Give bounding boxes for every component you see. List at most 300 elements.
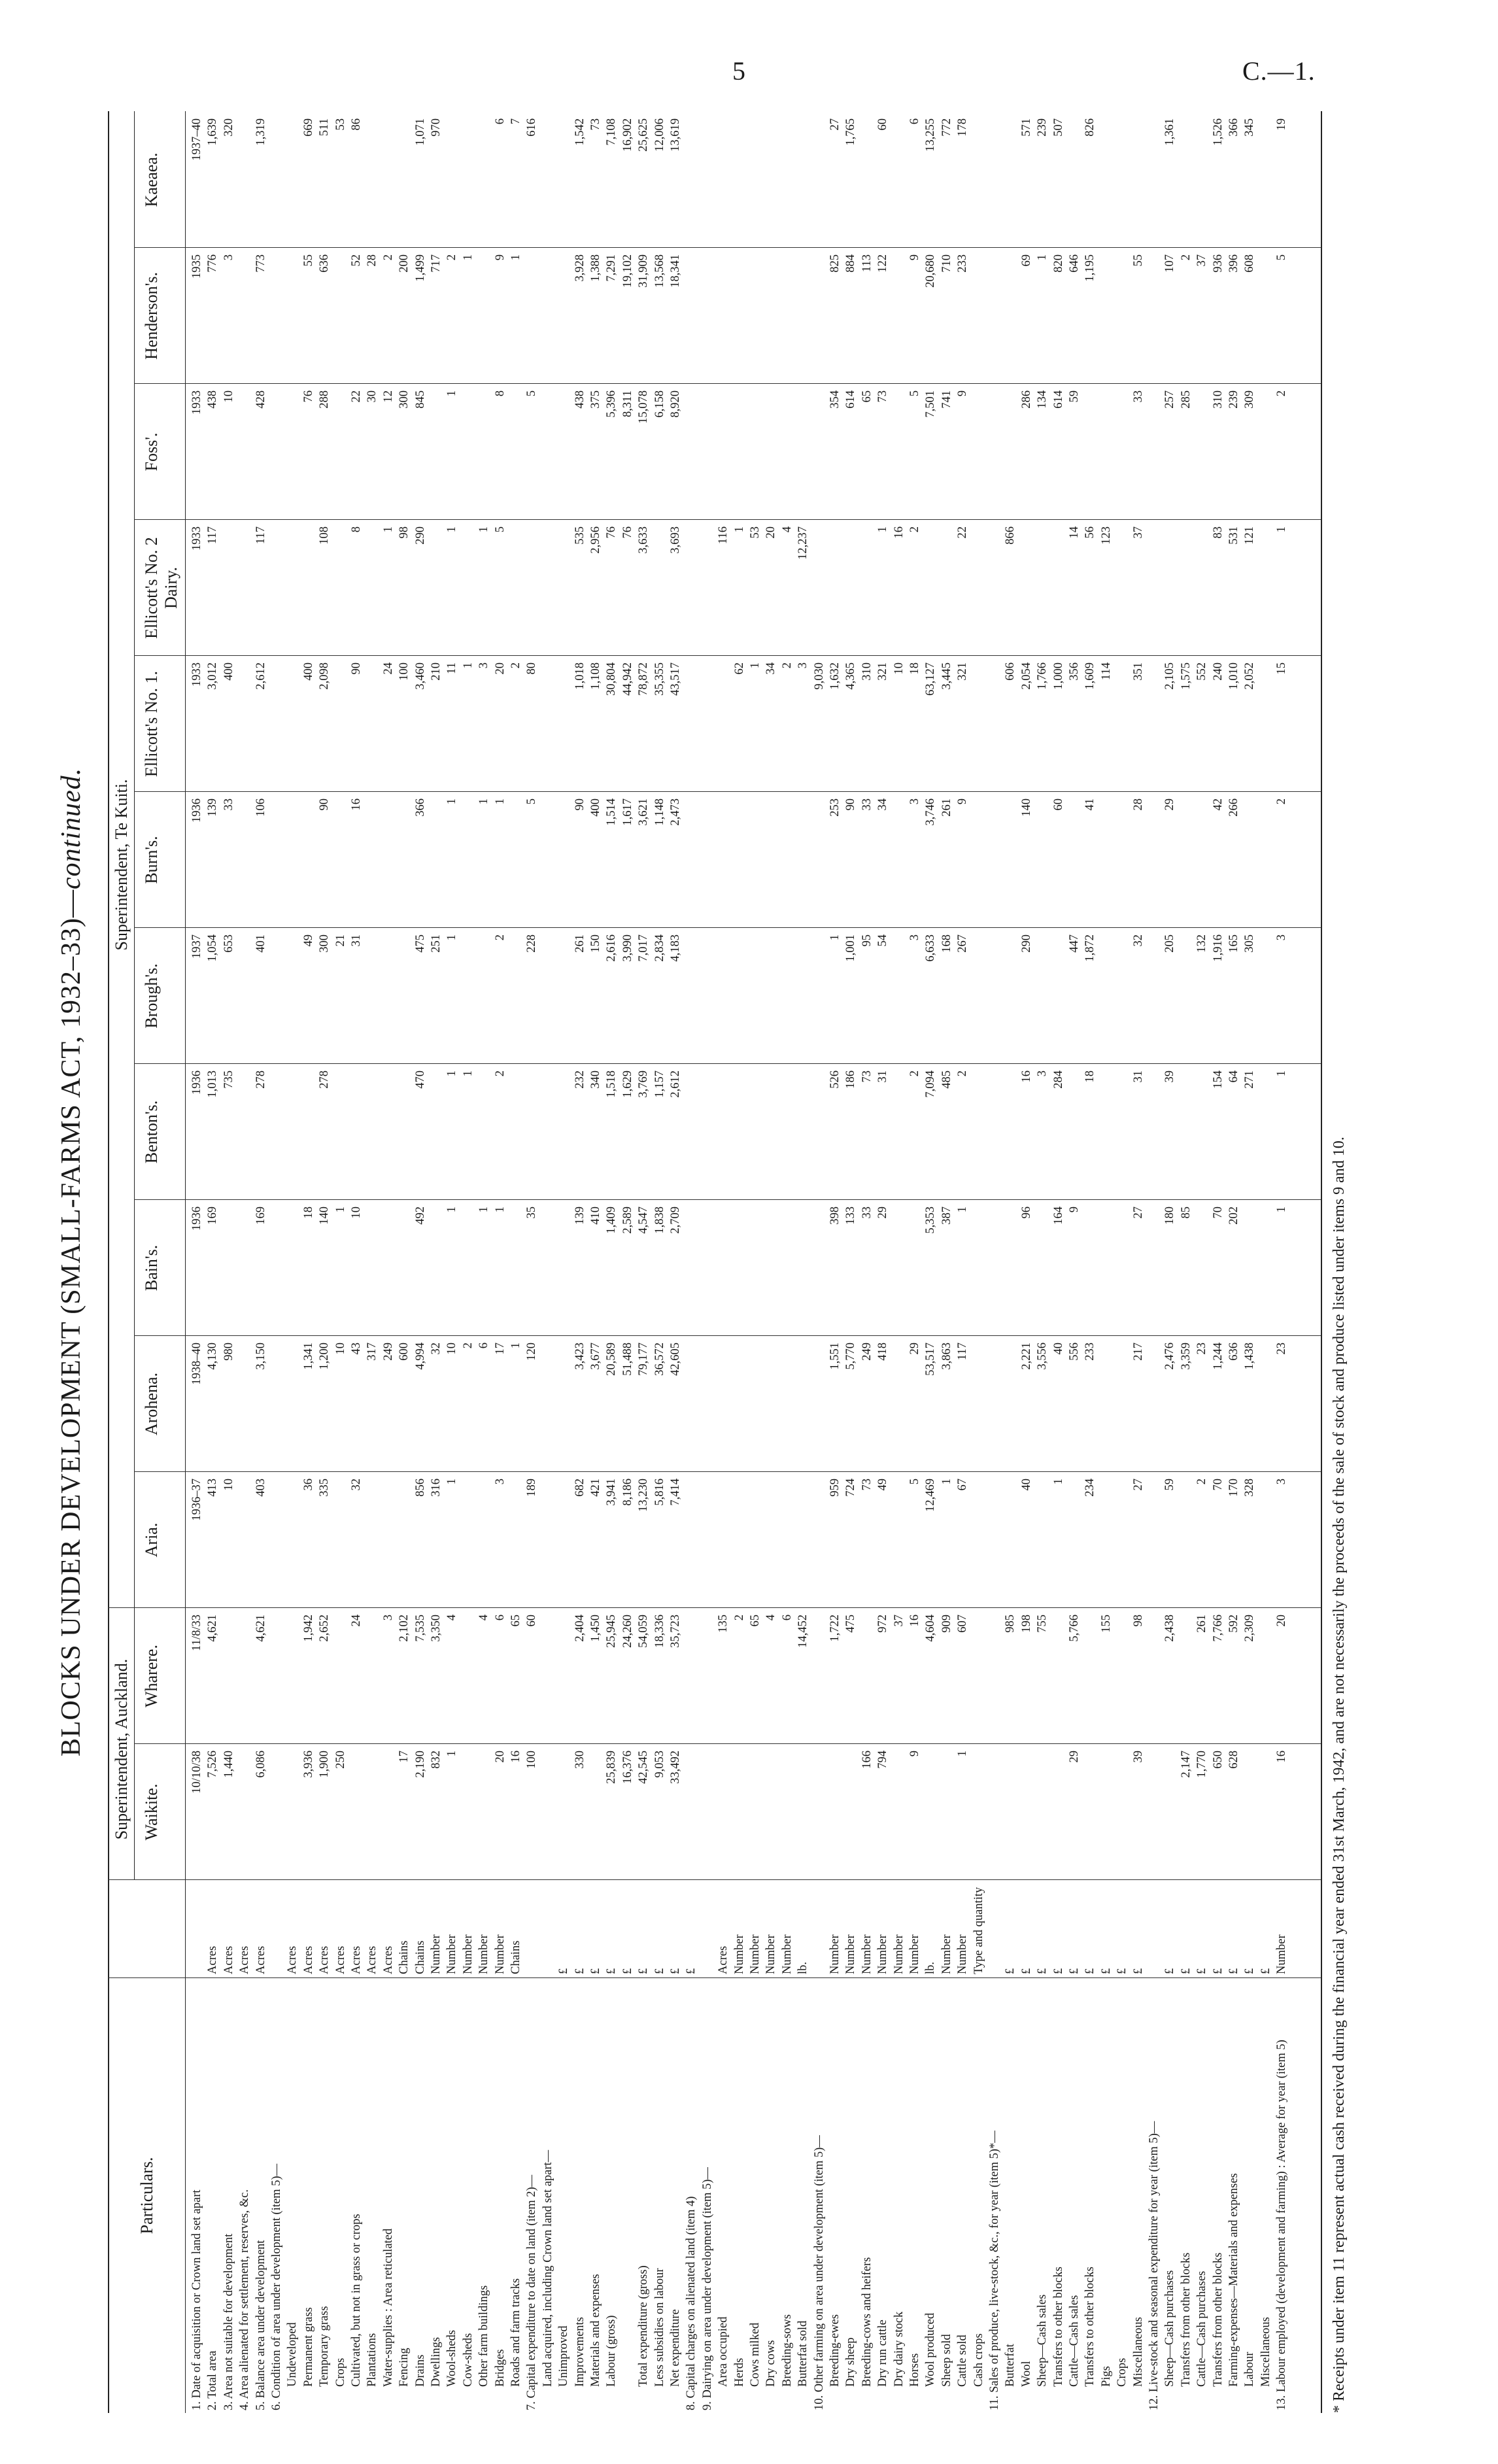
table-cell: 290 (1019, 934, 1033, 953)
table-cell: 189 (525, 1479, 539, 1497)
table-cell: 5,766 (1068, 1615, 1081, 1642)
table-cell: 3,012 (206, 662, 220, 690)
table-cell: 794 (876, 1751, 890, 1769)
row-unit: Acres (222, 1945, 235, 1974)
table-row (1163, 111, 1177, 2413)
table-cell: 909 (940, 1615, 953, 1633)
table-cell: 328 (1243, 1479, 1257, 1497)
table-cell: 606 (1004, 662, 1017, 681)
table-row (445, 111, 459, 2413)
table-cell: 1936 (190, 1206, 203, 1231)
table-cell: 217 (1131, 1343, 1145, 1361)
table-cell: 396 (1227, 254, 1240, 273)
table-cell: 34 (764, 662, 778, 675)
table-cell: 1 (509, 1343, 522, 1349)
row-label: Cattle sold (956, 2335, 970, 2387)
table-cell: 114 (1099, 662, 1113, 681)
table-cell: 7,108 (605, 118, 619, 146)
table-row (1243, 111, 1257, 2413)
table-row (637, 111, 651, 2413)
table-cell: 438 (573, 390, 587, 409)
table-cell: 980 (222, 1343, 235, 1361)
table-cell: 16,376 (621, 1751, 634, 1784)
table-cell: 15 (1275, 662, 1289, 675)
table-cell: 155 (1099, 1615, 1113, 1633)
row-label: 1. Date of acquisition or Crown land set apart (190, 2189, 203, 2410)
table-cell: 18,341 (669, 254, 682, 288)
table-cell: 356 (1068, 662, 1081, 681)
row-unit: Number (940, 1934, 953, 1974)
table-row (286, 111, 299, 2413)
table-cell: 60 (525, 1615, 539, 1627)
table-cell: 7,501 (924, 390, 938, 418)
table-row (1259, 111, 1273, 2413)
table-row (860, 111, 874, 2413)
table-row (893, 111, 906, 2413)
table-cell: 233 (1083, 1343, 1097, 1361)
table-cell: 600 (398, 1343, 411, 1361)
table-cell: 6,158 (653, 390, 666, 418)
table-cell: 428 (254, 390, 267, 409)
table-cell: 232 (573, 1070, 587, 1089)
table-cell: 53,517 (924, 1343, 938, 1376)
table-cell: 166 (860, 1751, 874, 1769)
table-cell: 2,473 (669, 798, 682, 826)
table-row (414, 111, 428, 2413)
table-cell: 773 (254, 254, 267, 273)
table-row (334, 111, 348, 2413)
table-cell: 2,221 (1019, 1343, 1033, 1370)
table-cell: 1936 (190, 1070, 203, 1095)
table-cell: 1,108 (589, 662, 602, 690)
table-cell: 24 (381, 662, 395, 675)
row-unit: Number (908, 1934, 921, 1974)
row-unit: Acres (301, 1945, 315, 1974)
table-cell: 3,693 (669, 526, 682, 554)
row-unit: Number (732, 1934, 746, 1974)
table-cell: 15,078 (637, 390, 651, 424)
column-header: Henderson's. (142, 272, 161, 360)
table-cell: 234 (1083, 1479, 1097, 1497)
table-cell: 35 (525, 1206, 539, 1219)
table-cell: 11/8/33 (190, 1615, 203, 1651)
row-label: Cattle—Cash purchases (1195, 2270, 1209, 2387)
table-cell: 1 (445, 526, 459, 533)
row-label: Cows milked (749, 2322, 762, 2387)
table-cell: 140 (1019, 798, 1033, 817)
table-cell: 16 (908, 1615, 921, 1627)
table-cell: 44,942 (621, 662, 634, 696)
table-cell: 150 (589, 934, 602, 953)
table-cell: 78,872 (637, 662, 651, 696)
header-group-tekuiti: Superintendent, Te Kuiti. (112, 779, 131, 951)
column-divider (134, 655, 1321, 656)
table-cell: 7 (509, 118, 522, 125)
table-cell: 2,438 (1163, 1615, 1177, 1642)
table-cell: 135 (717, 1615, 730, 1633)
table-cell: 4,365 (844, 662, 858, 690)
table-cell: 257 (1163, 390, 1177, 409)
table-cell: 2,652 (318, 1615, 332, 1642)
table-cell: 556 (1068, 1343, 1081, 1361)
table-cell: 31 (1131, 1070, 1145, 1083)
table-cell: 1937 (190, 934, 203, 959)
row-unit: Number (764, 1934, 778, 1974)
table-cell: 755 (1036, 1615, 1049, 1633)
table-cell: 3 (1036, 1070, 1049, 1077)
row-label: Sheep sold (940, 2334, 953, 2387)
table-cell: 27 (1131, 1206, 1145, 1219)
table-cell: 4,621 (206, 1615, 220, 1642)
table-cell: 3,445 (940, 662, 953, 690)
table-cell: 1 (333, 1206, 347, 1213)
table-cell: 1936 (190, 798, 203, 823)
table-row (972, 111, 986, 2413)
table-cell: 239 (1036, 118, 1049, 137)
table-cell: 9 (956, 390, 970, 397)
table-cell: 53 (749, 526, 762, 539)
table-cell: 1,409 (605, 1206, 619, 1234)
table-cell: 2,589 (621, 1206, 634, 1234)
table-cell: 1936–37 (190, 1479, 203, 1521)
table-cell: 3 (796, 662, 810, 669)
table-cell: 17 (493, 1343, 507, 1355)
table-cell: 25,625 (637, 118, 651, 152)
row-label: 12. Live-stock and seasonal expenditure for year (item 5)— (1148, 2121, 1161, 2410)
column-divider (134, 1471, 1321, 1472)
table-cell: 284 (1051, 1070, 1065, 1089)
table-top-rule (108, 111, 109, 2413)
table-cell: 1,639 (206, 118, 220, 146)
table-row (844, 111, 858, 2413)
table-cell: 526 (828, 1070, 842, 1089)
table-row (813, 111, 826, 2413)
table-cell: 5 (908, 1479, 921, 1485)
table-cell: 32 (430, 1343, 443, 1355)
table-cell: 10 (445, 1343, 459, 1355)
table-cell: 18 (301, 1206, 315, 1219)
table-cell: 20,589 (605, 1343, 619, 1376)
table-cell: 249 (860, 1343, 874, 1361)
table-cell: 43 (350, 1343, 363, 1355)
row-label: Wool (1019, 2361, 1033, 2387)
table-cell: 42,605 (669, 1343, 682, 1376)
row-unit: Acres (318, 1945, 332, 1974)
row-label: Transfers from other blocks (1211, 2252, 1225, 2387)
table-cell: 1,148 (653, 798, 666, 826)
table-cell: 28 (1131, 798, 1145, 811)
table-cell: 1 (1275, 1070, 1289, 1077)
table-cell: 421 (589, 1479, 602, 1497)
table-cell: 2 (1179, 254, 1193, 261)
table-cell: 90 (350, 662, 363, 675)
table-cell: 1933 (190, 390, 203, 415)
table-cell: 60 (876, 118, 890, 131)
header-bottom-rule (185, 111, 186, 2413)
row-unit: £ (669, 1968, 682, 1974)
table-cell: 3,863 (940, 1343, 953, 1370)
footnote: * Receipts under item 11 represent actual cash received during the financial year ended 31st March, 1942, and are not necessarily the proceeds of the sale of stock and produce listed under items 9 and 10. (1331, 1137, 1348, 2413)
row-unit: Acres (333, 1945, 347, 1974)
table-cell: 271 (1243, 1070, 1257, 1089)
table-row (940, 111, 954, 2413)
table-cell: 1,341 (301, 1343, 315, 1370)
table-cell: 1,018 (573, 662, 587, 690)
table-cell: 1 (940, 1479, 953, 1485)
table-cell: 438 (206, 390, 220, 409)
group-header-rule (134, 111, 135, 1880)
row-label: Sheep—Cash purchases (1163, 2270, 1177, 2387)
table-cell: 1,319 (254, 118, 267, 146)
table-row (1148, 111, 1161, 2413)
table-row (1004, 111, 1017, 2413)
table-cell: 1 (493, 798, 507, 805)
row-label: Breeding-ewes (828, 2314, 842, 2387)
row-label: Transfers to other blocks (1051, 2267, 1065, 2387)
table-cell: 10 (350, 1206, 363, 1219)
table-cell: 24,260 (621, 1615, 634, 1648)
table-cell: 98 (1131, 1615, 1145, 1627)
table-cell: 18 (1083, 1070, 1097, 1083)
row-unit: £ (1243, 1968, 1257, 1974)
table-cell: 34 (876, 798, 890, 811)
table-cell: 607 (956, 1615, 970, 1633)
table-cell: 290 (413, 526, 427, 545)
row-unit: Acres (254, 1945, 267, 1974)
table-cell: 10 (222, 1479, 235, 1491)
table-cell: 2,309 (1243, 1615, 1257, 1642)
page-reference: C.—1. (1242, 56, 1316, 86)
table-cell: 5 (493, 526, 507, 533)
table-cell: 936 (1211, 254, 1225, 273)
table-cell: 32 (350, 1479, 363, 1491)
table-cell: 9 (1068, 1206, 1081, 1213)
column-divider (134, 247, 1321, 248)
row-label: Undeveloped (286, 2322, 299, 2387)
table-cell: 3,350 (430, 1615, 443, 1642)
row-unit: Number (1275, 1934, 1289, 1974)
table-cell: 250 (333, 1751, 347, 1769)
table-cell: 16 (1019, 1070, 1033, 1083)
table-cell: 1 (828, 934, 842, 941)
table-cell: 55 (301, 254, 315, 267)
table-cell: 1,200 (318, 1343, 332, 1370)
table-cell: 3,746 (924, 798, 938, 826)
row-label: Permanent grass (301, 2307, 315, 2387)
table-cell: 3 (1275, 1479, 1289, 1485)
table-cell: 12,006 (653, 118, 666, 152)
table-cell: 23 (1195, 1343, 1209, 1355)
row-label: Improvements (573, 2317, 587, 2387)
table-cell: 2,956 (589, 526, 602, 554)
column-divider (134, 1063, 1321, 1064)
table-cell: 1 (956, 1206, 970, 1213)
table-cell: 37 (892, 1615, 906, 1627)
table-cell: 200 (398, 254, 411, 273)
row-label: 2. Total area (206, 2350, 220, 2410)
table-cell: 29 (1068, 1751, 1081, 1763)
table-row (669, 111, 683, 2413)
table-cell: 10 (333, 1343, 347, 1355)
table-cell: 3 (908, 934, 921, 941)
table-cell: 1 (876, 526, 890, 533)
table-row (1132, 111, 1146, 2413)
table-cell: 261 (940, 798, 953, 817)
row-unit: Acres (381, 1945, 395, 1974)
table-cell: 76 (621, 526, 634, 539)
table-cell: 1,450 (589, 1615, 602, 1642)
table-cell: 1,440 (222, 1751, 235, 1778)
table-cell: 310 (860, 662, 874, 681)
row-label: Dry cows (764, 2340, 778, 2387)
table-cell: 67 (956, 1479, 970, 1491)
table-cell: 741 (940, 390, 953, 409)
table-cell: 1,900 (318, 1751, 332, 1778)
table-cell: 492 (413, 1206, 427, 1225)
table-cell: 16 (509, 1751, 522, 1763)
table-cell: 552 (1195, 662, 1209, 681)
row-label: Labour (gross) (605, 2315, 619, 2387)
table-cell: 80 (525, 662, 539, 675)
table-cell: 117 (254, 526, 267, 545)
table-cell: 320 (222, 118, 235, 137)
table-cell: 7,017 (637, 934, 651, 962)
row-label: Horses (908, 2353, 921, 2387)
table-row (1036, 111, 1049, 2413)
table-cell: 1,872 (1083, 934, 1097, 962)
table-cell: 3,633 (637, 526, 651, 554)
table-row (206, 111, 220, 2413)
row-unit: Number (493, 1934, 507, 1974)
table-cell: 447 (1068, 934, 1081, 953)
row-label: Unimproved (557, 2325, 571, 2387)
row-label: 6. Condition of area under development (item 5)— (270, 2163, 283, 2410)
table-cell: 6 (493, 1615, 507, 1621)
table-cell: 669 (301, 118, 315, 137)
table-row (557, 111, 571, 2413)
table-cell: 1,766 (1036, 662, 1049, 690)
row-label: Butterfat (1004, 2344, 1017, 2387)
table-cell: 73 (589, 118, 602, 131)
table-cell: 1 (1036, 254, 1049, 261)
row-label: Land acquired, including Crown land set apart— (541, 2149, 554, 2387)
table-cell: 266 (1227, 798, 1240, 817)
row-label: 5. Balance area under development (254, 2240, 267, 2410)
table-cell: 1935 (190, 254, 203, 279)
row-unit: Acres (366, 1945, 379, 1974)
table-cell: 168 (940, 934, 953, 953)
table-row (366, 111, 379, 2413)
table-cell: 646 (1068, 254, 1081, 273)
row-label: Drains (413, 2354, 427, 2387)
table-cell: 90 (844, 798, 858, 811)
table-cell: 571 (1019, 118, 1033, 137)
table-cell: 985 (1004, 1615, 1017, 1633)
table-cell: 1,001 (844, 934, 858, 962)
table-cell: 8,920 (669, 390, 682, 418)
table-cell: 121 (1243, 526, 1257, 545)
table-cell: 1,054 (206, 934, 220, 962)
row-unit: lb. (924, 1961, 938, 1974)
table-cell: 1,542 (573, 118, 587, 146)
row-unit: £ (1259, 1968, 1272, 1974)
table-cell: 40 (1051, 1343, 1065, 1355)
row-unit: £ (1036, 1968, 1049, 1974)
table-cell: 65 (749, 1615, 762, 1627)
table-cell: 354 (828, 390, 842, 409)
table-cell: 132 (1195, 934, 1209, 953)
row-unit: £ (1019, 1968, 1033, 1974)
row-label: Sheep—Cash sales (1036, 2294, 1049, 2387)
table-cell: 2,147 (1179, 1751, 1193, 1778)
table-cell: 70 (1211, 1206, 1225, 1219)
table-cell: 65 (860, 390, 874, 403)
row-unit: Acres (206, 1945, 220, 1974)
table-cell: 140 (318, 1206, 332, 1225)
table-cell: 169 (206, 1206, 220, 1225)
table-cell: 3 (1275, 934, 1289, 941)
table-cell: 3,928 (573, 254, 587, 282)
table-cell: 100 (525, 1751, 539, 1769)
row-unit: £ (1004, 1968, 1017, 1974)
table-row (430, 111, 443, 2413)
table-cell: 22 (956, 526, 970, 539)
table-cell: 251 (430, 934, 443, 953)
table-cell: 122 (876, 254, 890, 273)
table-cell: 253 (828, 798, 842, 817)
table-cell: 30 (366, 390, 379, 403)
table-cell: 5 (525, 390, 539, 397)
table-cell: 1 (749, 662, 762, 669)
table-cell: 10/10/38 (190, 1751, 203, 1794)
table-cell: 4,183 (669, 934, 682, 962)
table-cell: 2 (1275, 390, 1289, 397)
table-cell: 37 (1131, 526, 1145, 539)
table-cell: 278 (318, 1070, 332, 1089)
row-unit: £ (637, 1968, 651, 1974)
table-cell: 1 (461, 1070, 475, 1077)
table-cell: 1 (477, 526, 491, 533)
table-cell: 2,709 (669, 1206, 682, 1234)
table-row (589, 111, 603, 2413)
row-unit: Chains (509, 1940, 522, 1974)
table-cell: 28 (366, 254, 379, 267)
table-cell: 6 (493, 118, 507, 125)
row-unit: £ (1115, 1968, 1129, 1974)
table-cell: 18 (908, 662, 921, 675)
table-cell: 2,102 (398, 1615, 411, 1642)
table-cell: 970 (430, 118, 443, 137)
row-label: Net expenditure (669, 2309, 682, 2387)
table-cell: 35,723 (669, 1615, 682, 1648)
table-cell: 2 (732, 1615, 746, 1621)
table-cell: 116 (717, 526, 730, 545)
table-cell: 2,612 (254, 662, 267, 690)
table-cell: 5,396 (605, 390, 619, 418)
table-row (1068, 111, 1081, 2413)
table-cell: 1937–40 (190, 118, 203, 161)
table-cell: 59 (1163, 1479, 1177, 1491)
table-cell: 86 (350, 118, 363, 131)
table-cell: 636 (1227, 1343, 1240, 1361)
table-cell: 202 (1227, 1206, 1240, 1225)
table-cell: 682 (573, 1479, 587, 1497)
table-row (1052, 111, 1066, 2413)
table-cell: 4 (764, 1615, 778, 1621)
table-cell: 25,839 (605, 1751, 619, 1784)
table-cell: 16,902 (621, 118, 634, 152)
table-cell: 856 (413, 1479, 427, 1497)
